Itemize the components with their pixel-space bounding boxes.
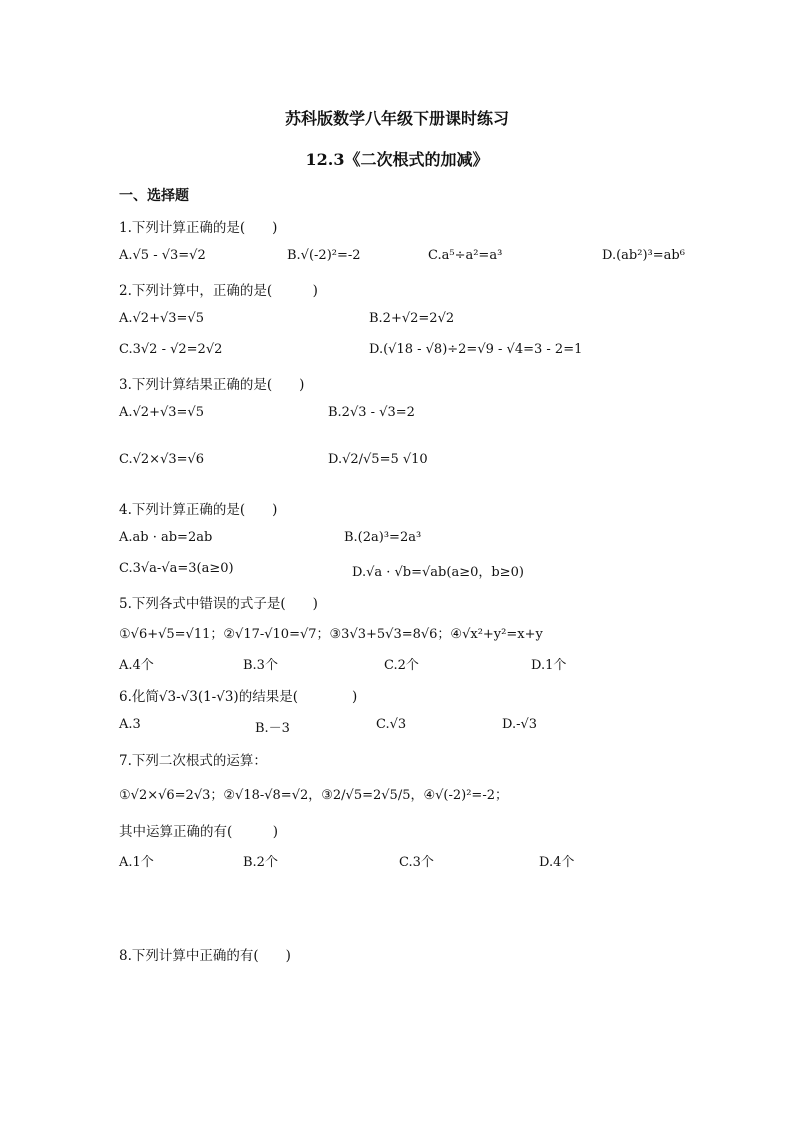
question-4-option-d: D.√a · √b=√ab(a≥0，b≥0): [352, 565, 524, 580]
question-6-option-d: D.-√3: [502, 717, 538, 732]
section-heading: 一、选择题: [119, 188, 189, 204]
question-1-option-c: C.a⁵÷a²=a³: [428, 248, 503, 263]
question-7-option-a: A.1个: [119, 855, 154, 870]
question-5-option-b: B.3个: [243, 658, 278, 673]
question-5-option-a: A.4个: [119, 658, 154, 673]
question-3-option-b: B.2√3 - √3=2: [328, 405, 415, 420]
question-1-stem: 1.下列计算正确的是( ): [119, 220, 278, 236]
question-7-statements: ①√2×√6=2√3；②√18-√8=√2，③2/√5=2√5/5，④√(-2)²=-2；: [119, 788, 508, 803]
question-3-option-c: C.√2×√3=√6: [119, 452, 205, 467]
question-2-option-b: B.2+√2=2√2: [369, 311, 455, 326]
question-7-option-d: D.4个: [539, 855, 575, 870]
question-7-stem: 7.下列二次根式的运算：: [119, 753, 267, 769]
question-5-stem: 5.下列各式中错误的式子是( ): [119, 596, 318, 612]
question-5-option-c: C.2个: [384, 658, 419, 673]
question-6-option-a: A.3: [119, 717, 141, 732]
question-4-option-c: C.3√a-√a=3(a≥0): [119, 561, 234, 576]
question-3-option-a: A.√2+√3=√5: [119, 405, 204, 420]
question-2-option-c: C.3√2 - √2=2√2: [119, 342, 223, 357]
question-3-stem: 3.下列计算结果正确的是( ): [119, 377, 305, 393]
question-7-option-c: C.3个: [399, 855, 434, 870]
question-1-option-b: B.√(-2)²=-2: [287, 248, 361, 263]
question-5-option-d: D.1个: [531, 658, 567, 673]
question-3-option-d: D.√2/√5=5 √10: [328, 452, 428, 467]
question-2-option-a: A.√2+√3=√5: [119, 311, 204, 326]
question-5-statements: ①√6+√5=√11；②√17-√10=√7；③3√3+5√3=8√6；④√x²+y²=x+y: [119, 627, 543, 642]
question-6-option-c: C.√3: [376, 717, 407, 732]
page-title: 苏科版数学八年级下册课时练习: [284, 109, 509, 128]
question-6-option-b: B.－3: [255, 721, 290, 736]
question-6-stem: 6.化简√3-√3(1-√3)的结果是( ): [119, 689, 358, 705]
question-1-option-d: D.(ab²)³=ab⁶: [602, 248, 685, 263]
question-2-stem: 2.下列计算中，正确的是( ): [119, 283, 318, 299]
page-subtitle: 12.3《二次根式的加减》: [305, 150, 489, 169]
question-2-option-d: D.(√18 - √8)÷2=√9 - √4=3 - 2=1: [369, 342, 583, 357]
question-7-option-b: B.2个: [243, 855, 278, 870]
question-7-stem-2: 其中运算正确的有( ): [119, 824, 279, 840]
question-4-stem: 4.下列计算正确的是( ): [119, 502, 278, 518]
question-4-option-b: B.(2a)³=2a³: [344, 530, 422, 545]
question-8-stem: 8.下列计算中正确的有( ): [119, 948, 291, 964]
question-1-option-a: A.√5 - √3=√2: [119, 248, 206, 263]
question-4-option-a: A.ab · ab=2ab: [119, 530, 213, 545]
